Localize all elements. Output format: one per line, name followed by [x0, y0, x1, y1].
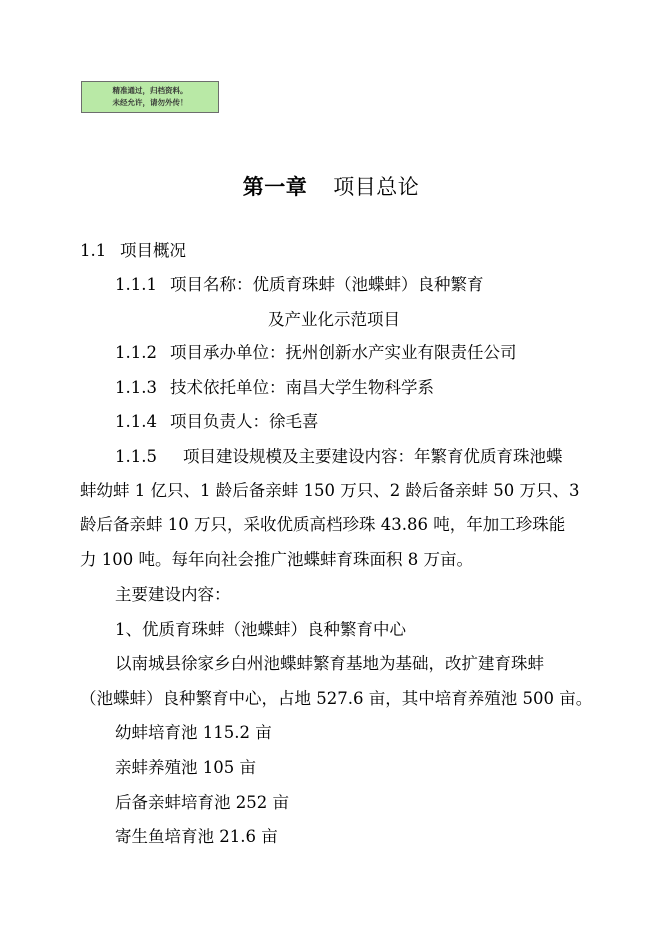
confidential-stamp: [81, 81, 219, 113]
item-number: 1.1.4: [115, 412, 157, 431]
list-item: 后备亲蚌培育池 252 亩: [115, 793, 289, 812]
item-number: 1.1.1: [115, 275, 157, 294]
item-1-1-5: [115, 446, 563, 468]
content-paragraph-line-1: 以南城县徐家乡白州池蝶蚌繁育基地为基础，改扩建育珠蚌: [115, 654, 544, 673]
section-title: 项目概况: [120, 241, 186, 260]
item-number: 1.1.5: [115, 447, 157, 466]
chapter-label: 第一章: [242, 175, 308, 199]
section-heading: [80, 240, 186, 262]
stamp-line-1: 精准通过，归档资料。: [112, 86, 188, 95]
item-number: 1.1.3: [115, 378, 157, 397]
list-item: 亲蚌养殖池 105 亩: [115, 758, 256, 777]
item-1-1-3: [115, 377, 434, 399]
list-item: 幼蚌培育池 115.2 亩: [115, 723, 272, 742]
item-text: 项目承办单位：抚州创新水产实业有限责任公司: [170, 343, 517, 362]
chapter-title: [0, 171, 662, 201]
item-text: 项目名称：优质育珠蚌（池蝶蚌）良种繁育: [170, 275, 484, 294]
section-number: 1.1: [80, 241, 107, 260]
item-text: 项目负责人：徐毛喜: [170, 412, 319, 431]
item-1-1-5-line-3: 龄后备亲蚌 10 万只，采收优质高档珍珠 43.86 吨，年加工珍珠能: [80, 515, 566, 534]
chapter-name: 项目总论: [333, 175, 420, 199]
item-1-1-5-line-4: 力 100 吨。每年向社会推广池蝶蚌育珠面积 8 万亩。: [80, 550, 473, 569]
item-1-1-1: [115, 274, 484, 296]
content-subheading: 1、优质育珠蚌（池蝶蚌）良种繁育中心: [115, 620, 406, 639]
item-1-1-1-continuation: 及产业化示范项目: [268, 310, 400, 329]
item-text: 技术依托单位：南昌大学生物科学系: [170, 378, 434, 397]
item-1-1-2: [115, 342, 517, 364]
item-1-1-4: [115, 411, 319, 433]
item-text: 项目建设规模及主要建设内容：年繁育优质育珠池蝶: [183, 447, 563, 466]
content-heading: 主要建设内容：: [115, 585, 231, 604]
stamp-line-2: 未经允许，请勿外传！: [112, 98, 188, 107]
item-number: 1.1.2: [115, 343, 157, 362]
content-paragraph-line-2: （池蝶蚌）良种繁育中心，占地 527.6 亩，其中培育养殖池 500 亩。: [80, 689, 593, 708]
item-1-1-5-line-2: 蚌幼蚌 1 亿只、1 龄后备亲蚌 150 万只、2 龄后备亲蚌 50 万只、3: [80, 481, 580, 500]
list-item: 寄生鱼培育池 21.6 亩: [115, 827, 278, 846]
